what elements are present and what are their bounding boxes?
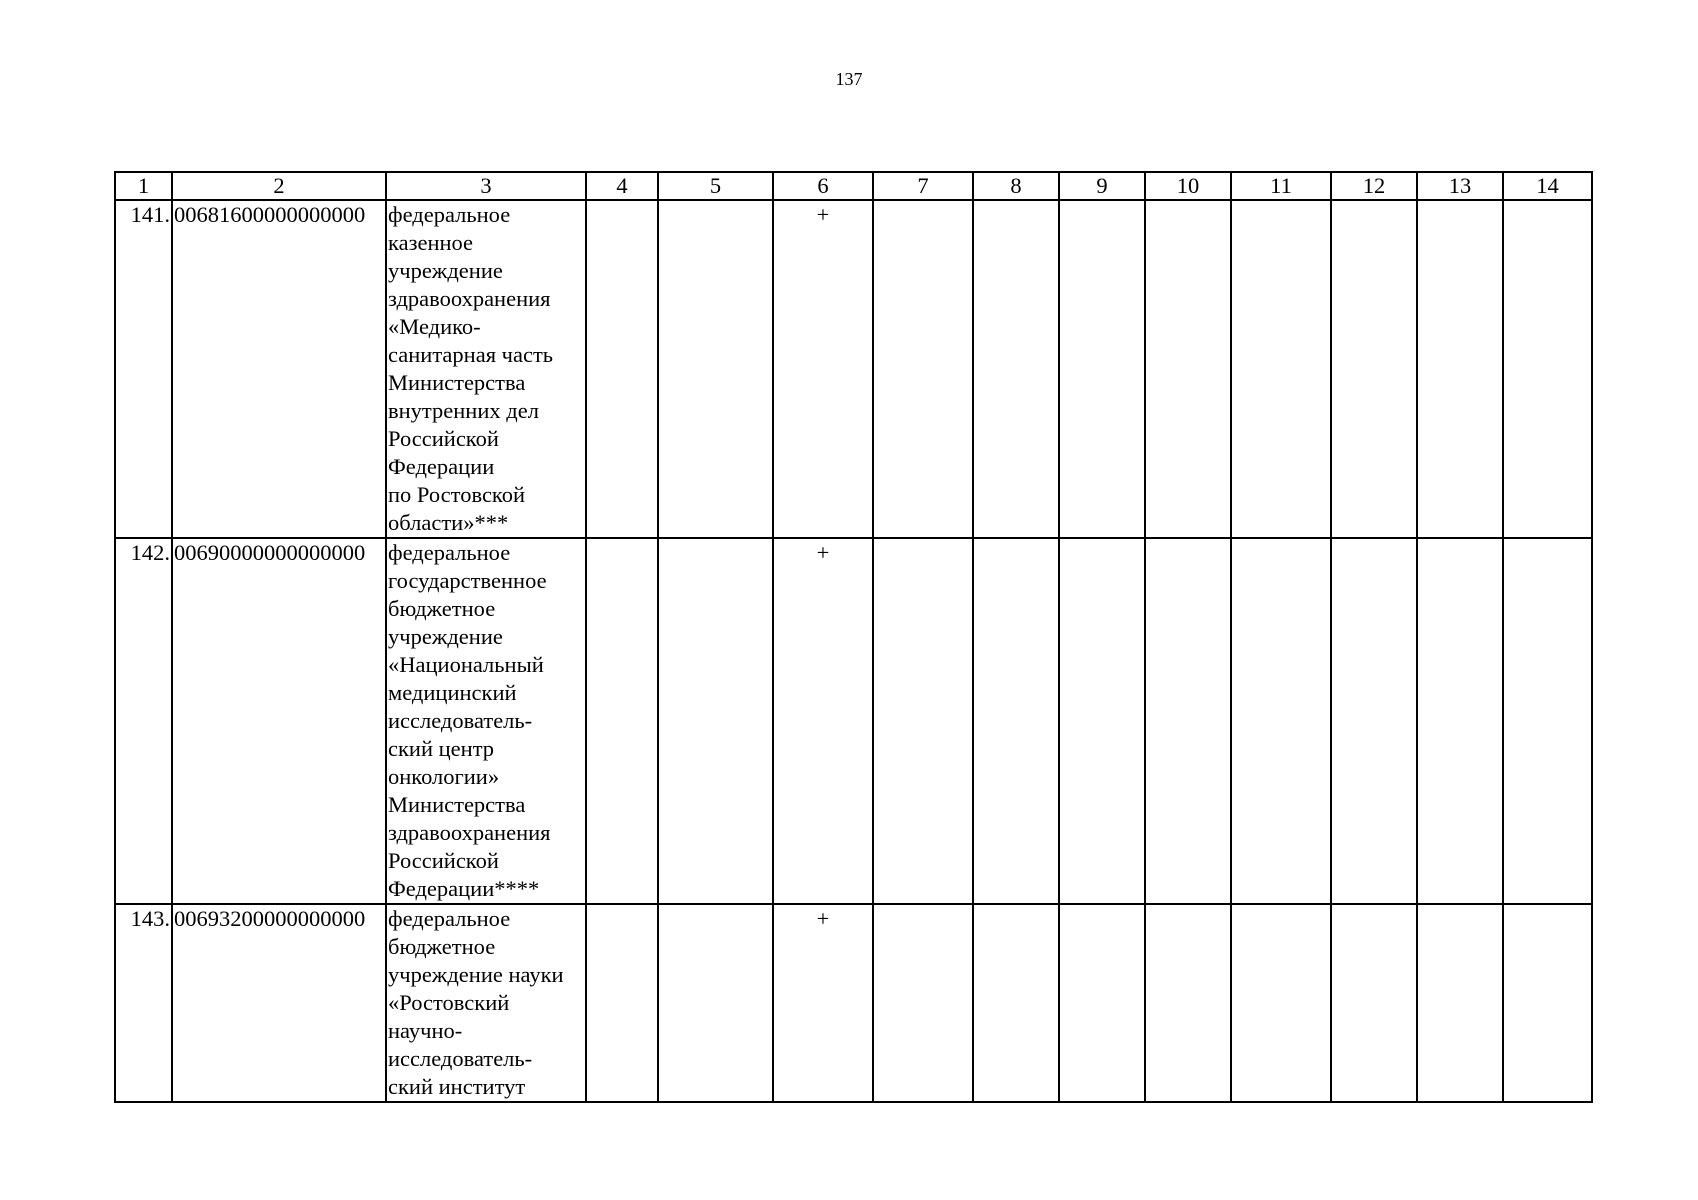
organization-name-line: онкологии»: [388, 764, 500, 789]
organization-name-line: бюджетное: [388, 596, 496, 621]
column-header-4: 4: [586, 172, 658, 200]
cell-col-4: [586, 904, 658, 1102]
column-header-3: 3: [386, 172, 586, 200]
organization-name: [386, 200, 586, 538]
organization-name-line: здравоохранения: [388, 286, 551, 311]
organization-name-line: «Медико-: [388, 314, 481, 339]
cell-col-10: [1145, 904, 1231, 1102]
cell-col-14: [1503, 200, 1592, 538]
cell-col-9: [1059, 538, 1145, 904]
cell-col-4: [586, 538, 658, 904]
column-header-8: 8: [973, 172, 1059, 200]
row-number: 141.: [115, 200, 172, 538]
organization-name-line: федеральное: [388, 906, 511, 931]
cell-col-5: [658, 200, 773, 538]
organization-name-line: федеральное: [388, 540, 511, 565]
cell-col-7: [873, 904, 973, 1102]
cell-col-4: [586, 200, 658, 538]
row-number: 142.: [115, 538, 172, 904]
table-row: [115, 200, 1592, 538]
cell-col-9: [1059, 200, 1145, 538]
cell-col-11: [1231, 904, 1331, 1102]
organization-name-line: Российской: [388, 426, 499, 451]
cell-col-14: [1503, 904, 1592, 1102]
organization-name-line: по Ростовской: [388, 482, 526, 507]
cell-col-13: [1417, 538, 1503, 904]
cell-col-13: [1417, 200, 1503, 538]
column-header-6: 6: [773, 172, 873, 200]
organization-name-line: государственное: [388, 568, 547, 593]
table-row: [115, 538, 1592, 904]
organization-name-line: исследователь-: [388, 708, 533, 733]
organization-name-line: научно-: [388, 1018, 463, 1043]
column-header-13: 13: [1417, 172, 1503, 200]
organization-name-line: «Национальный: [388, 652, 544, 677]
organization-name-line: «Ростовский: [388, 990, 510, 1015]
cell-col-7: [873, 538, 973, 904]
organization-name-line: Министерства: [388, 792, 526, 817]
organization-name-line: исследователь-: [388, 1046, 533, 1071]
organization-name-line: учреждение науки: [388, 962, 564, 987]
cell-col-11: [1231, 538, 1331, 904]
organization-name-line: Федерации: [388, 454, 495, 479]
organization-name-line: области»***: [388, 510, 509, 535]
cell-col-10: [1145, 200, 1231, 538]
column-header-7: 7: [873, 172, 973, 200]
cell-col-11: [1231, 200, 1331, 538]
organization-name: [386, 538, 586, 904]
organization-name-line: внутренних дел: [388, 398, 539, 423]
table-header-row: [115, 172, 1592, 200]
column-header-2: 2: [172, 172, 386, 200]
organization-name-line: Министерства: [388, 370, 526, 395]
organization-name-line: учреждение: [388, 624, 503, 649]
organization-name-line: учреждение: [388, 258, 503, 283]
organization-name-line: санитарная часть: [388, 342, 554, 367]
cell-col-5: [658, 904, 773, 1102]
organization-code: 00681600000000000: [172, 200, 386, 538]
cell-col-7: [873, 200, 973, 538]
table-row: [115, 904, 1592, 1102]
cell-col-5: [658, 538, 773, 904]
organization-name-line: ский центр: [388, 736, 495, 761]
organization-name-line: ский институт: [388, 1074, 526, 1099]
column-header-14: 14: [1503, 172, 1592, 200]
organization-name-line: федеральное: [388, 202, 511, 227]
plus-mark: +: [773, 538, 873, 904]
organization-name-line: казенное: [388, 230, 474, 255]
organization-name-line: Федерации****: [388, 876, 540, 901]
page-number: 137: [835, 69, 863, 89]
organization-name-line: здравоохранения: [388, 820, 551, 845]
organization-name-line: медицинский: [388, 680, 517, 705]
column-header-5: 5: [658, 172, 773, 200]
plus-mark: +: [773, 904, 873, 1102]
cell-col-12: [1331, 904, 1417, 1102]
organization-name-line: бюджетное: [388, 934, 496, 959]
cell-col-12: [1331, 538, 1417, 904]
cell-col-13: [1417, 904, 1503, 1102]
organization-code: 00693200000000000: [172, 904, 386, 1102]
cell-col-8: [973, 904, 1059, 1102]
organization-name: [386, 904, 586, 1102]
cell-col-10: [1145, 538, 1231, 904]
cell-col-14: [1503, 538, 1592, 904]
registry-table: [114, 171, 1593, 1103]
organization-code: 00690000000000000: [172, 538, 386, 904]
cell-col-8: [973, 200, 1059, 538]
organization-name-line: Российской: [388, 848, 499, 873]
column-header-11: 11: [1231, 172, 1331, 200]
row-number: 143.: [115, 904, 172, 1102]
cell-col-8: [973, 538, 1059, 904]
column-header-1: 1: [115, 172, 172, 200]
column-header-9: 9: [1059, 172, 1145, 200]
column-header-12: 12: [1331, 172, 1417, 200]
cell-col-12: [1331, 200, 1417, 538]
cell-col-9: [1059, 904, 1145, 1102]
plus-mark: +: [773, 200, 873, 538]
column-header-10: 10: [1145, 172, 1231, 200]
